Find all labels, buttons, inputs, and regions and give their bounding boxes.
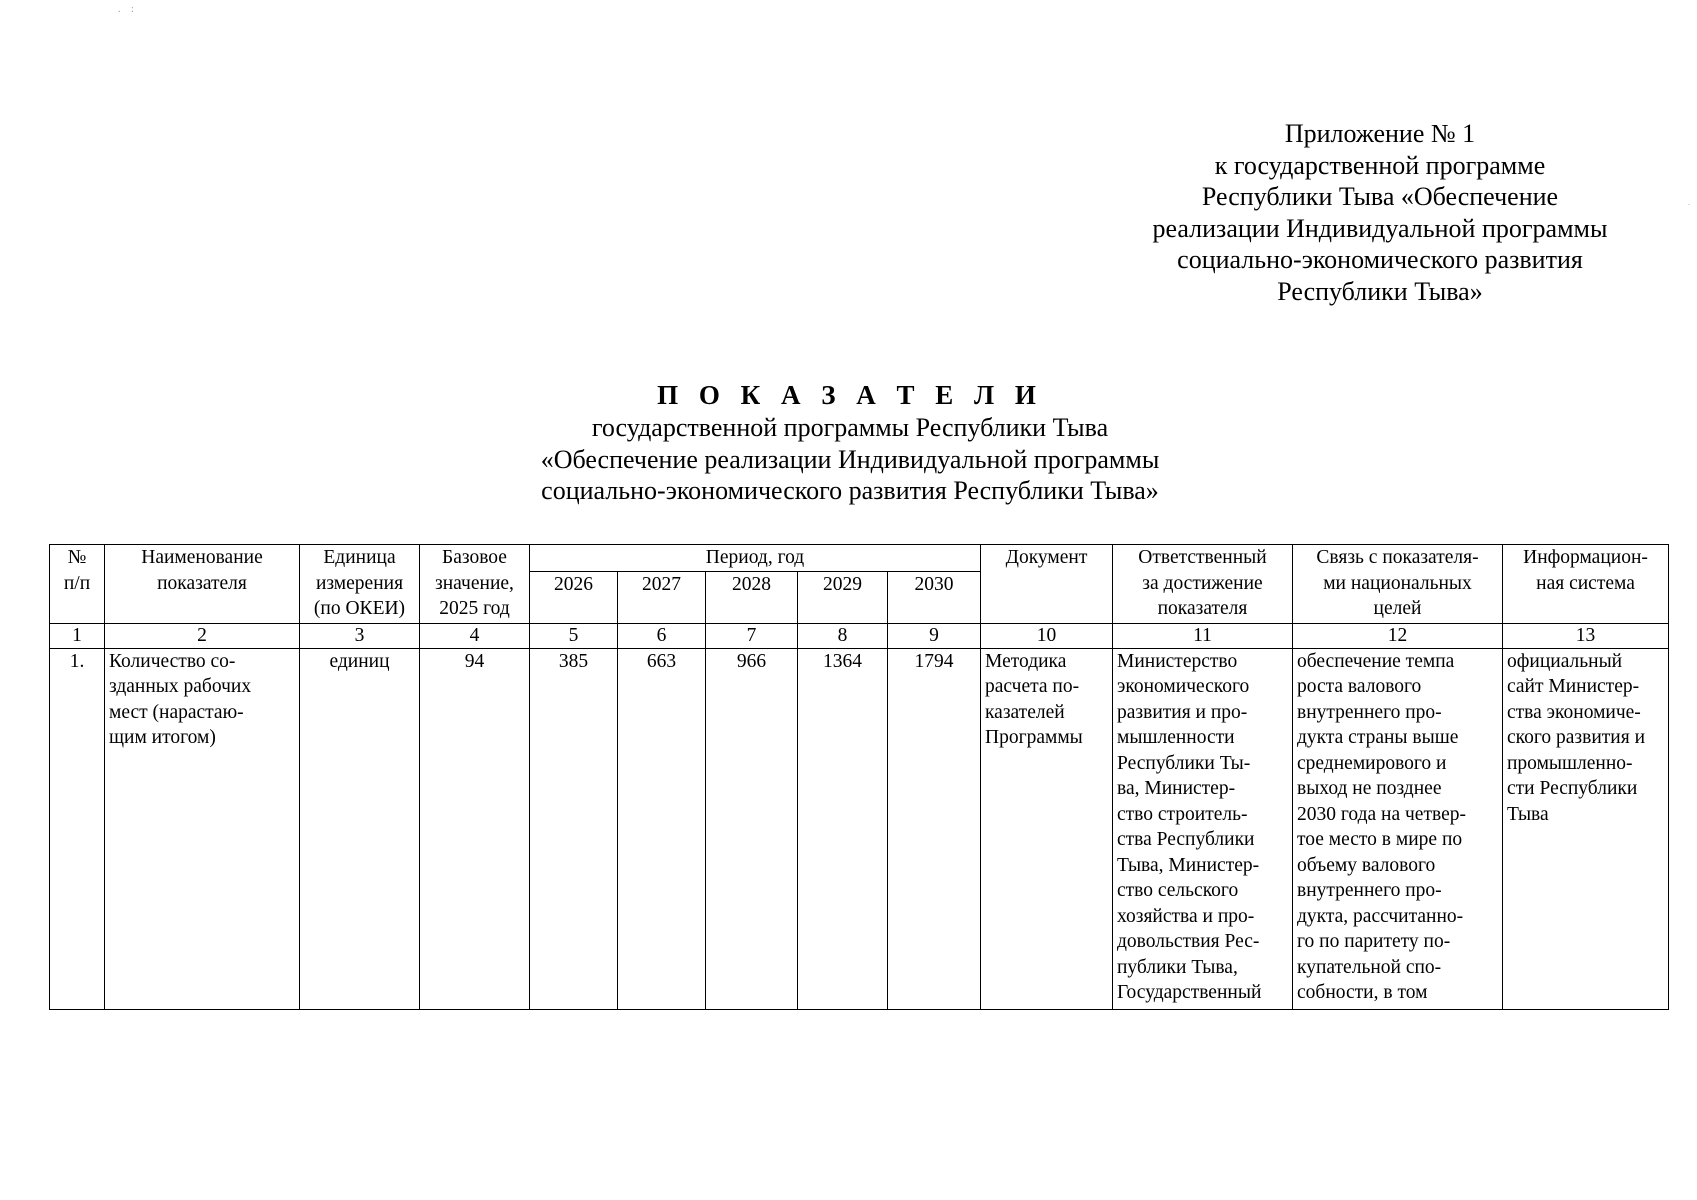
indicator-name: [105, 648, 300, 1009]
cell-line: ство строитель-: [1117, 803, 1248, 825]
header-text: Единица: [323, 547, 396, 568]
header-text: значение,: [435, 572, 514, 594]
header-period: Период, год: [530, 545, 981, 572]
cell-line: мест (нарастаю-: [109, 701, 244, 723]
year-value: 663: [618, 648, 706, 1009]
document-value: [981, 648, 1113, 1009]
appendix-line: Республики Тыва «Обеспечение: [1201, 182, 1559, 211]
header-responsible: [1113, 545, 1293, 624]
cell-line: хозяйства и про-: [1117, 905, 1255, 927]
cell-line: ство сельского: [1117, 880, 1239, 901]
column-number: 10: [981, 623, 1113, 648]
appendix-line: социально-экономического развития: [1177, 245, 1583, 274]
year-value: 966: [706, 648, 798, 1009]
header-text: показателя: [157, 572, 247, 594]
cell-line: выход не позднее: [1297, 778, 1442, 799]
header-text: ми национальных: [1323, 572, 1472, 594]
cell-line: экономического: [1117, 676, 1250, 697]
header-text: №: [67, 547, 87, 568]
header-text: измерения: [315, 572, 404, 594]
base-value: 94: [420, 648, 530, 1009]
appendix-line: Республики Тыва»: [1277, 276, 1483, 306]
indicators-table: [49, 544, 1669, 1010]
cell-line: официальный: [1507, 650, 1623, 672]
cell-line: мышленности: [1117, 727, 1235, 748]
year-value: 385: [530, 648, 618, 1009]
cell-line: развития и про-: [1117, 701, 1248, 723]
header-text: п/п: [63, 572, 91, 594]
cell-line: собности, в том: [1297, 982, 1428, 1003]
cell-line: ства экономиче-: [1507, 701, 1641, 723]
header-text: за достижение: [1142, 572, 1263, 594]
cell-line: Количество со-: [109, 650, 236, 672]
header-text: Наименование: [141, 547, 263, 568]
document-heading: [400, 378, 1300, 507]
header-text: (по ОКЕИ): [313, 598, 406, 619]
year-value: 1794: [888, 648, 981, 1009]
column-number: 7: [706, 623, 798, 648]
header-year: 2028: [706, 571, 798, 623]
cell-line: расчета по-: [985, 676, 1080, 697]
document-subtitle-line: государственной программы Республики Тыва: [591, 413, 1109, 442]
cell-line: ва, Министер-: [1117, 778, 1236, 799]
appendix-line: к государственной программе: [1214, 150, 1546, 180]
appendix-line: Приложение № 1: [1284, 119, 1476, 148]
header-unit: [300, 545, 420, 624]
header-document: [981, 545, 1113, 624]
header-text: Ответственный: [1138, 547, 1267, 568]
column-number: 8: [798, 623, 888, 648]
scan-artifact-edge-dot: .: [1688, 198, 1690, 207]
cell-line: Республики Ты-: [1117, 752, 1251, 774]
cell-line: Программы: [985, 727, 1083, 748]
header-base-value: [420, 545, 530, 624]
column-number: 5: [530, 623, 618, 648]
header-row-top: [50, 545, 1669, 572]
appendix-line: реализации Индивидуальной программы: [1152, 213, 1608, 243]
header-text: показателя: [1157, 598, 1248, 619]
header-year: 2026: [530, 571, 618, 623]
year-value: 1364: [798, 648, 888, 1009]
cell-line: купательной спо-: [1297, 956, 1442, 978]
cell-line: среднемирового и: [1297, 752, 1447, 774]
column-number: 4: [420, 623, 530, 648]
national-goals-link-value: [1293, 648, 1503, 1009]
cell-line: сайт Министер-: [1507, 676, 1640, 697]
column-number-row: [50, 623, 1669, 648]
cell-line: дукта страны выше: [1297, 727, 1459, 748]
column-number: 1: [50, 623, 105, 648]
scan-artifact-dots: . :: [118, 4, 138, 15]
cell-line: внутреннего про-: [1297, 880, 1442, 901]
header-text: 2025 год: [439, 598, 510, 619]
row-number: 1.: [50, 648, 105, 1009]
cell-line: казателей: [985, 701, 1065, 723]
document-title: П О К А З А Т Е Л И: [657, 380, 1043, 410]
header-text: ная система: [1536, 572, 1635, 594]
header-text: Документ: [1005, 547, 1088, 568]
cell-line: обеспечение темпа: [1297, 650, 1455, 672]
column-number: 12: [1293, 623, 1503, 648]
header-number: [50, 545, 105, 624]
cell-line: тое место в мире по: [1297, 829, 1463, 850]
header-text: целей: [1373, 598, 1422, 619]
header-indicator-name: [105, 545, 300, 624]
cell-line: Министерство: [1117, 650, 1238, 672]
appendix-note: [1130, 118, 1630, 307]
cell-line: 2030 года на четвер-: [1297, 803, 1466, 825]
cell-line: дукта, рассчитанно-: [1297, 905, 1464, 927]
cell-line: внутреннего про-: [1297, 701, 1442, 723]
cell-line: роста валового: [1297, 676, 1422, 697]
cell-line: щим итогом): [109, 727, 216, 748]
unit-value: единиц: [300, 648, 420, 1009]
header-national-goals-link: [1293, 545, 1503, 624]
cell-line: промышленно-: [1507, 752, 1633, 774]
cell-line: Государственный: [1117, 982, 1262, 1003]
cell-line: зданных рабочих: [109, 676, 252, 697]
cell-line: Методика: [985, 650, 1067, 672]
header-text: Связь с показателя-: [1316, 547, 1479, 568]
header-year: 2029: [798, 571, 888, 623]
responsible-value: [1113, 648, 1293, 1009]
cell-line: публики Тыва,: [1117, 956, 1238, 978]
cell-line: сти Республики: [1507, 778, 1638, 799]
document-subtitle-line: «Обеспечение реализации Индивидуальной программы: [540, 444, 1160, 474]
information-system-value: [1503, 648, 1669, 1009]
header-text: Информацион-: [1523, 547, 1648, 568]
cell-line: ского развития и: [1507, 727, 1646, 748]
column-number: 11: [1113, 623, 1293, 648]
header-information-system: [1503, 545, 1669, 624]
cell-line: ства Республики: [1117, 829, 1255, 850]
cell-line: го по паритету по-: [1297, 931, 1451, 952]
header-year: 2030: [888, 571, 981, 623]
document-subtitle-line: социально-экономического развития Республики Тыва»: [541, 476, 1159, 505]
cell-line: Тыва, Министер-: [1117, 854, 1260, 876]
column-number: 2: [105, 623, 300, 648]
header-text: Базовое: [442, 547, 507, 568]
column-number: 3: [300, 623, 420, 648]
column-number: 6: [618, 623, 706, 648]
column-number: 9: [888, 623, 981, 648]
cell-line: объему валового: [1297, 854, 1436, 876]
cell-line: довольствия Рес-: [1117, 931, 1260, 952]
cell-line: Тыва: [1507, 803, 1549, 825]
header-year: 2027: [618, 571, 706, 623]
table-row: [50, 648, 1669, 1009]
column-number: 13: [1503, 623, 1669, 648]
